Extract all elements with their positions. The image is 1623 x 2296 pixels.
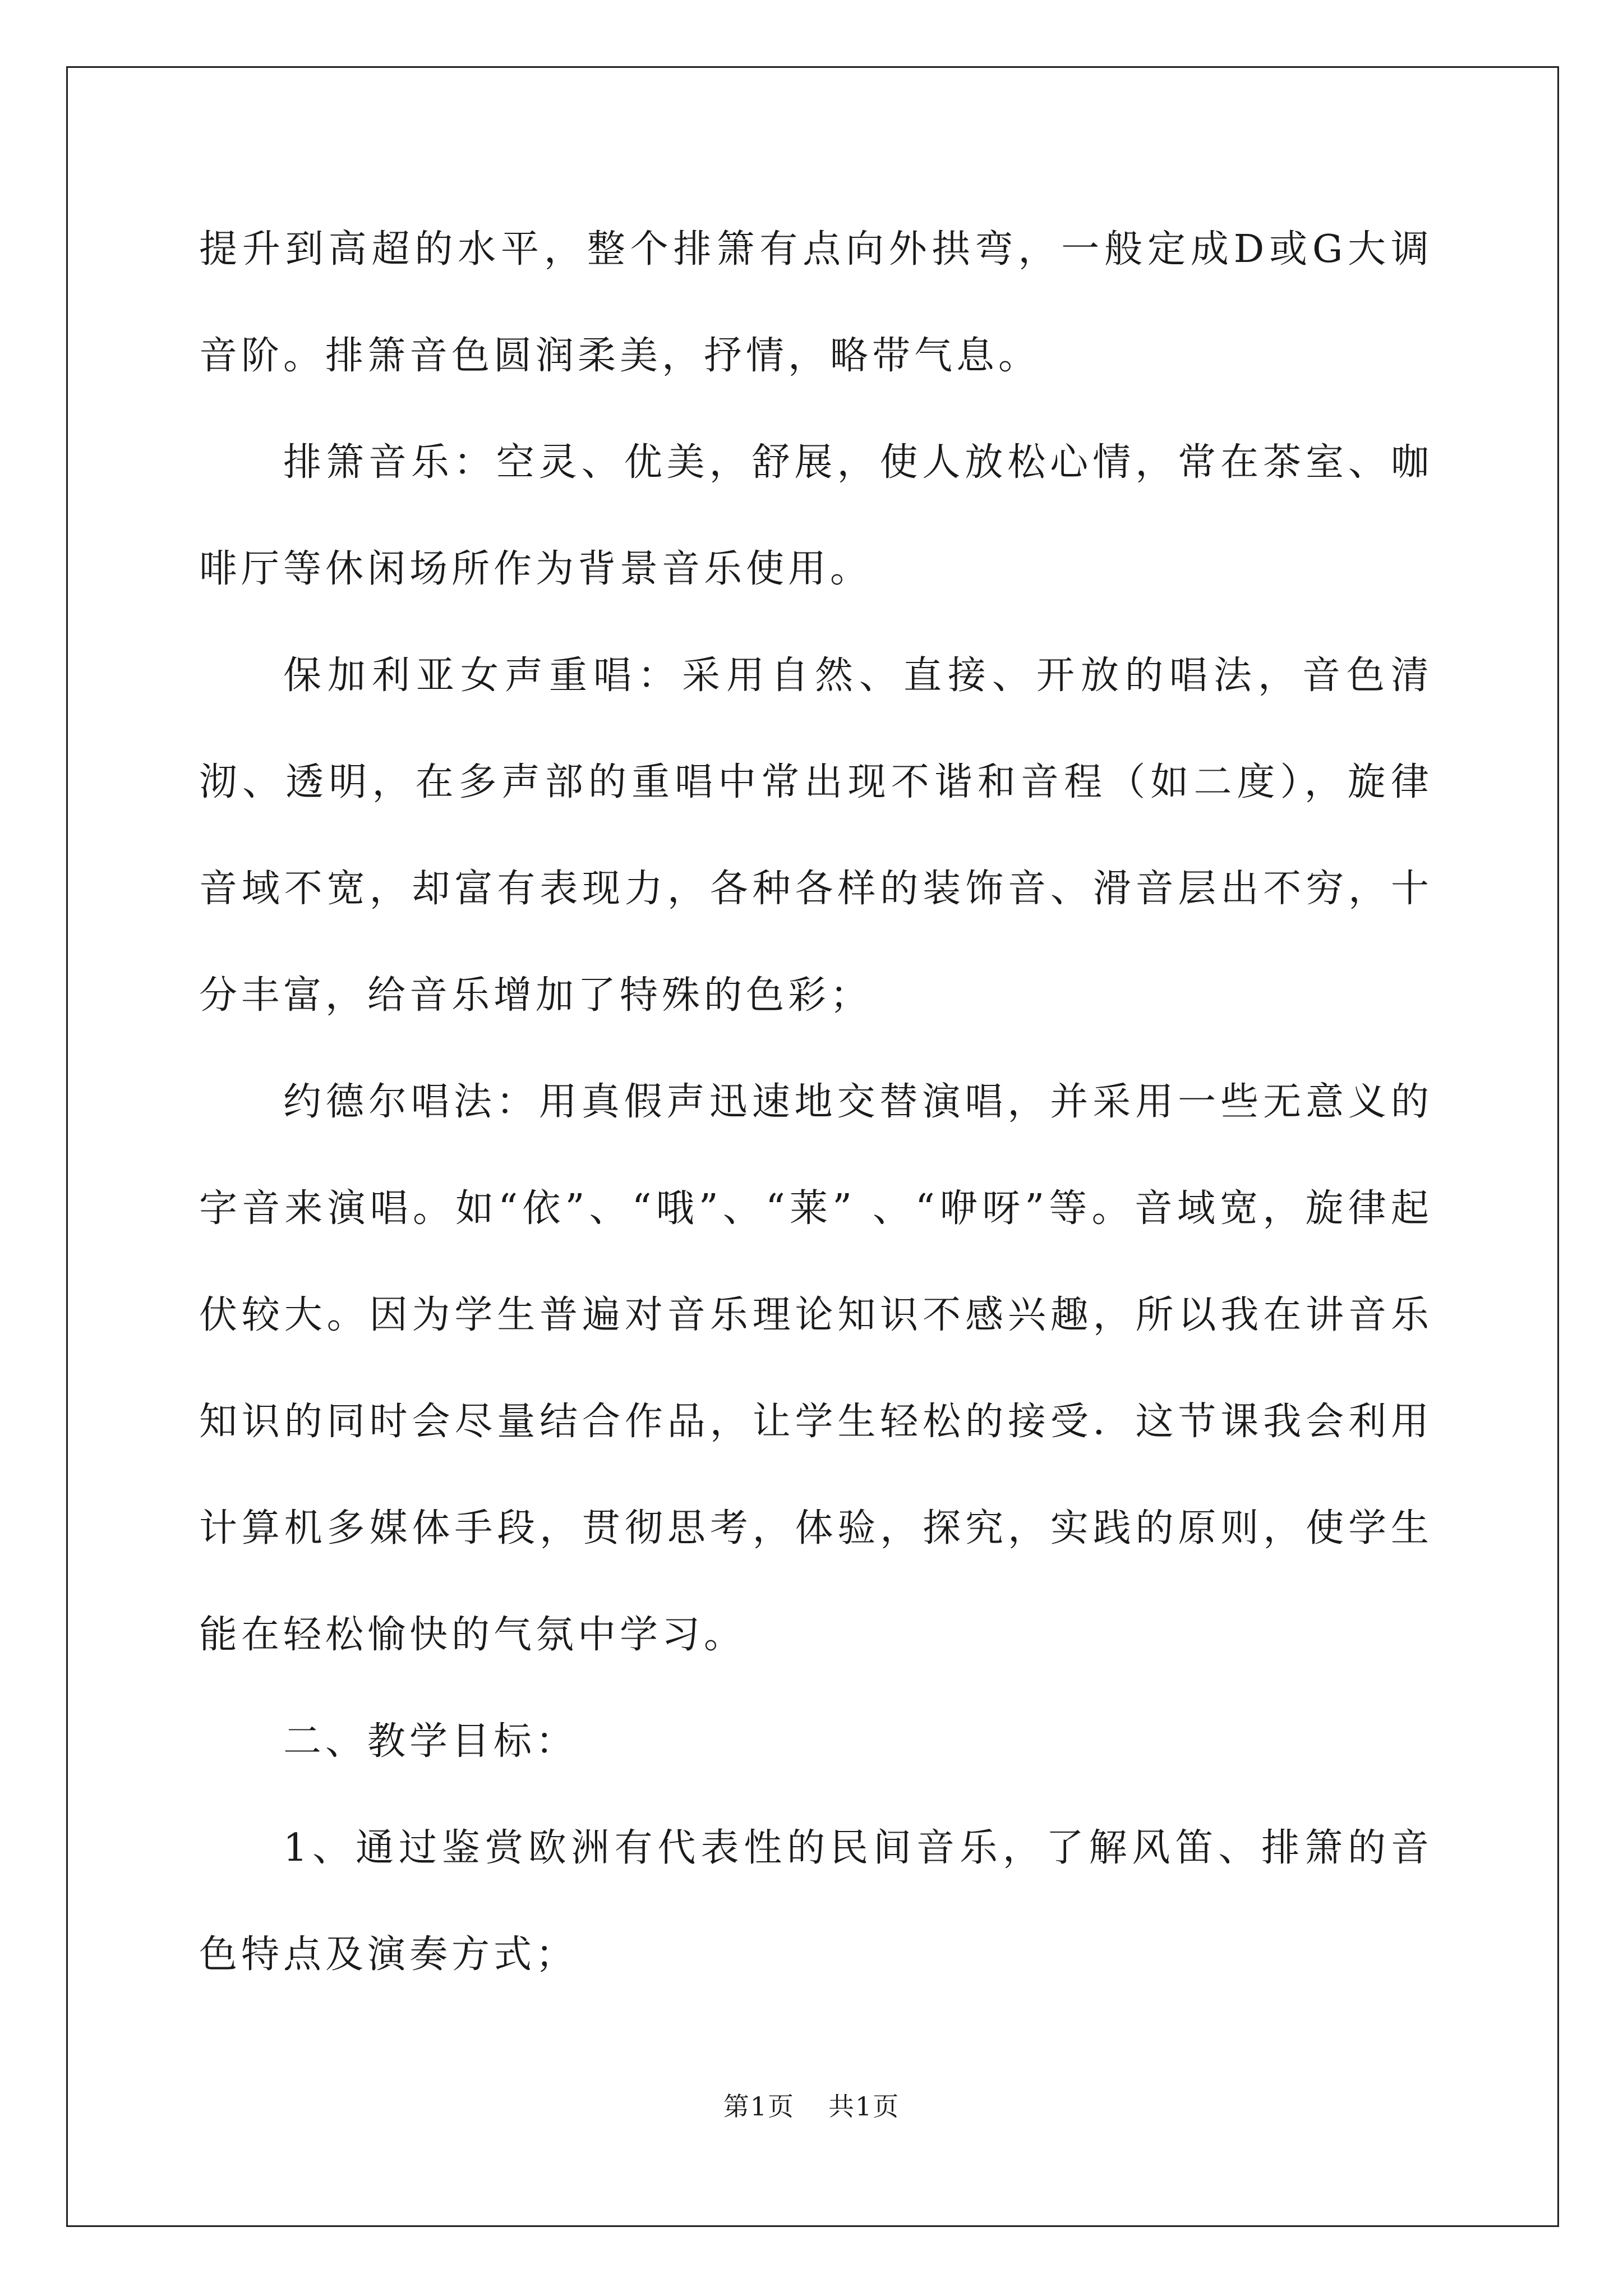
page-number-current: 第1页 (723, 2091, 795, 2122)
paragraph-bulgarian-chorus: 保加利亚女声重唱：采用自然、直接、开放的唱法，音色清沏、透明，在多声部的重唱中常出现不谐和音程（如二度），旋律音域不宽，却富有表现力，各种各样的装饰音、滑音层出不穷，十分丰富，给音乐增加了特殊的色彩； (199, 654, 1433, 1018)
paragraph-paixiao-music: 排箫音乐：空灵、优美，舒展，使人放松心情，常在茶室、咖啡厅等休闲场所作为背景音乐使用。 (199, 440, 1433, 591)
page-number-total: 共1页 (828, 2091, 900, 2122)
paragraph-goal-1: 1、通过鉴赏欧洲有代表性的民间音乐，了解风笛、排箫的音色特点及演奏方式； (199, 1826, 1433, 1977)
document-body (199, 196, 1433, 2008)
section-heading-teaching-goals: 二、教学目标： (283, 1719, 578, 1764)
paragraph-yodel: 约德尔唱法：用真假声迅速地交替演唱，并采用一些无意义的字音来演唱。如“依”、“哦”、“莱” 、“咿呀”等。音域宽，旋律起伏较大。因为学生普遍对音乐理论知识不感兴趣，所以我在讲音乐知识的同时会尽量结合作品，让学生轻松的接受．这节课我会利用计算机多媒体手段，贯彻思考，体验，探究，实践的原则，使学生能在轻松愉快的气氛中学习。 (199, 1080, 1433, 1657)
paragraph-paixiao-description: 提升到高超的水平，整个排箫有点向外拱弯，一般定成D或G大调音阶。排箫音色圆润柔美，抒情，略带气息。 (199, 227, 1433, 378)
page-footer (0, 2090, 1623, 2123)
